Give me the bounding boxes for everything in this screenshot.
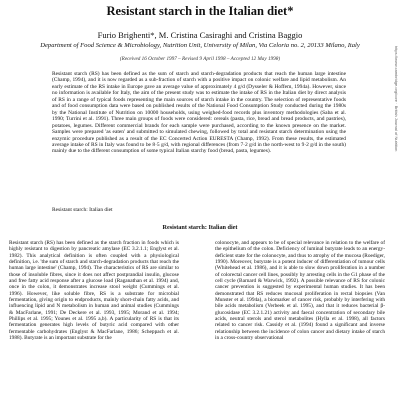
side-download-note: https://www.cambridge.org/core · British Journal of Nutrition [394,46,399,152]
author-list: Furio Brighenti*, M. Cristina Casiraghi and Cristina Baggio [97,30,303,40]
abstract-text: Resistant starch (RS) has been defined as the sum of starch and starch-degradation products that reach the human large intestine (Champ, 1994), and it is now regarded as a sub-fraction of starch with a positive impact on colonic welfare and lipid metabolism. An early estimate of the RS intake in Europe gave an average value of approximately 4 g/d (Dysseler & Hoffem, 1994a). However, since no information is available for Italy, the aim of the present study was to estimate the intake of RS in the Italian diet by direct analysis of RS in a range of typical foods representing the main sources of starch intake in the country. The selection of representative foods and of food consumption data were based on published results of the National Food Consumption Study conducted during the 1980s by the National Institute of Nutrition on 10000 households, using weighed-food records plus inventory methodologies (Saba et al. 1990; Turrini et al. 1991). Three main groups of foods were considered: cereals (pasta, rice, bread and bread products, and pastries), potatoes, legumes. Different commercial brands for each sample were purchased, according to the known presence on the market. Samples were prepared 'as eaten' and submitted to simulated chewing, followed by total and resistant starch determination using the enzymic procedure published as a result of the EC Concerted Action EURESTA (Champ, 1992). From these results, the estimated average intake of RS in Italy was found to be 8·5 g/d, with regional differences (from 7·2 g/d in the north-west to 9·2 g/d in the south) mainly due to the different consumption of some typical Italian starchy food (bread, pasta, legumes). [52,71,346,155]
article-title: Resistant starch in the Italian diet* [106,4,294,18]
author-affiliation: Department of Food Science & Microbiology, Nutrition Unit, University of Milan, Via Celoria no. 2, 20133 Milano, Italy [40,42,360,49]
abstract-keywords: Resistant starch: Italian diet [52,207,113,213]
received-dates: (Received 16 October 1997 – Revised 9 April 1998 – Accepted 12 May 1998) [119,56,281,62]
body-right-column: colonocyte, and appears to be of special relevance in relation to the welfare of the epithelium of the colon. Deficiency of luminal butyrate leads to an energy-deficient state for the colonocyte, and thus to atrophy of the mucosa (Roediger, 1990). Moreover, butyrate is a potent inducer of differentiation of tumour cells (Whitehead et al. 1986), and it is able to slow down proliferation in a number of colorectal cancer cell lines, possibly by arresting cells in the G1 phase of the cell cycle (Barnard & Warwick, 1992). A possible relevance of RS for colonic cancer prevention is suggested by experimental human studies. It has been demonstrated that RS reduces mucosal proliferation in rectal biopsies (Van Munster et al. 1994a), a biomarker of cancer risk, probably by interfering with bile acids metabolism (Verbeek et al. 1995), and that it reduces bacterial β-glucosidase (EC 3.2.1.21) activity and faecal concentration of secondary bile acids, neutral sterols and sterol metabolites (Hylla et al. 1998), all factors related to cancer risk. Cassidy et al. (1994) found a significant and inverse relationship between the incidence of colon cancer and dietary intake of starch in a cross-country observational [215,240,385,342]
section-running-head: Resistant starch: Italian diet [162,224,238,231]
body-left-column: Resistant starch (RS) has been defined as the starch fraction in foods which is highly resistant to digestion by pancreatic amylase (EC 3.2.1.1; Englyst et al. 1982). This analytical definition is often coupled with a physiological definition, i.e. 'the sum of starch and starch-degradation products that reach the human large intestine' (Champ, 1994). The characteristics of RS are similar to those of insoluble fibres, since it does not affect postprandial insulin, glucose and free fatty acid response after a glucose load (Raganathan et al. 1994) and, once in the colon, it demonstrates increase stool weight (Cummings et al. 1996). However, like soluble fibre, RS is a substrate for microbial fermentation, giving origin to endproducts, mainly short-chain fatty acids, and influencing lipid and N metabolism in human and animal studies (Cummings & MacFarlane, 1991; De Deckere et al. 1993, 1995; Morand et al. 1994; Phillips et al. 1995; Younes et al. 1995 a,b). A particularity of RS is that its fermentation generates high levels of butyric acid compared with other fermentable carbohydrates (Englyst & MacFarlane, 1986; Scheppach et al. 1988). Butyrate is an important substrate for the [9,240,179,342]
